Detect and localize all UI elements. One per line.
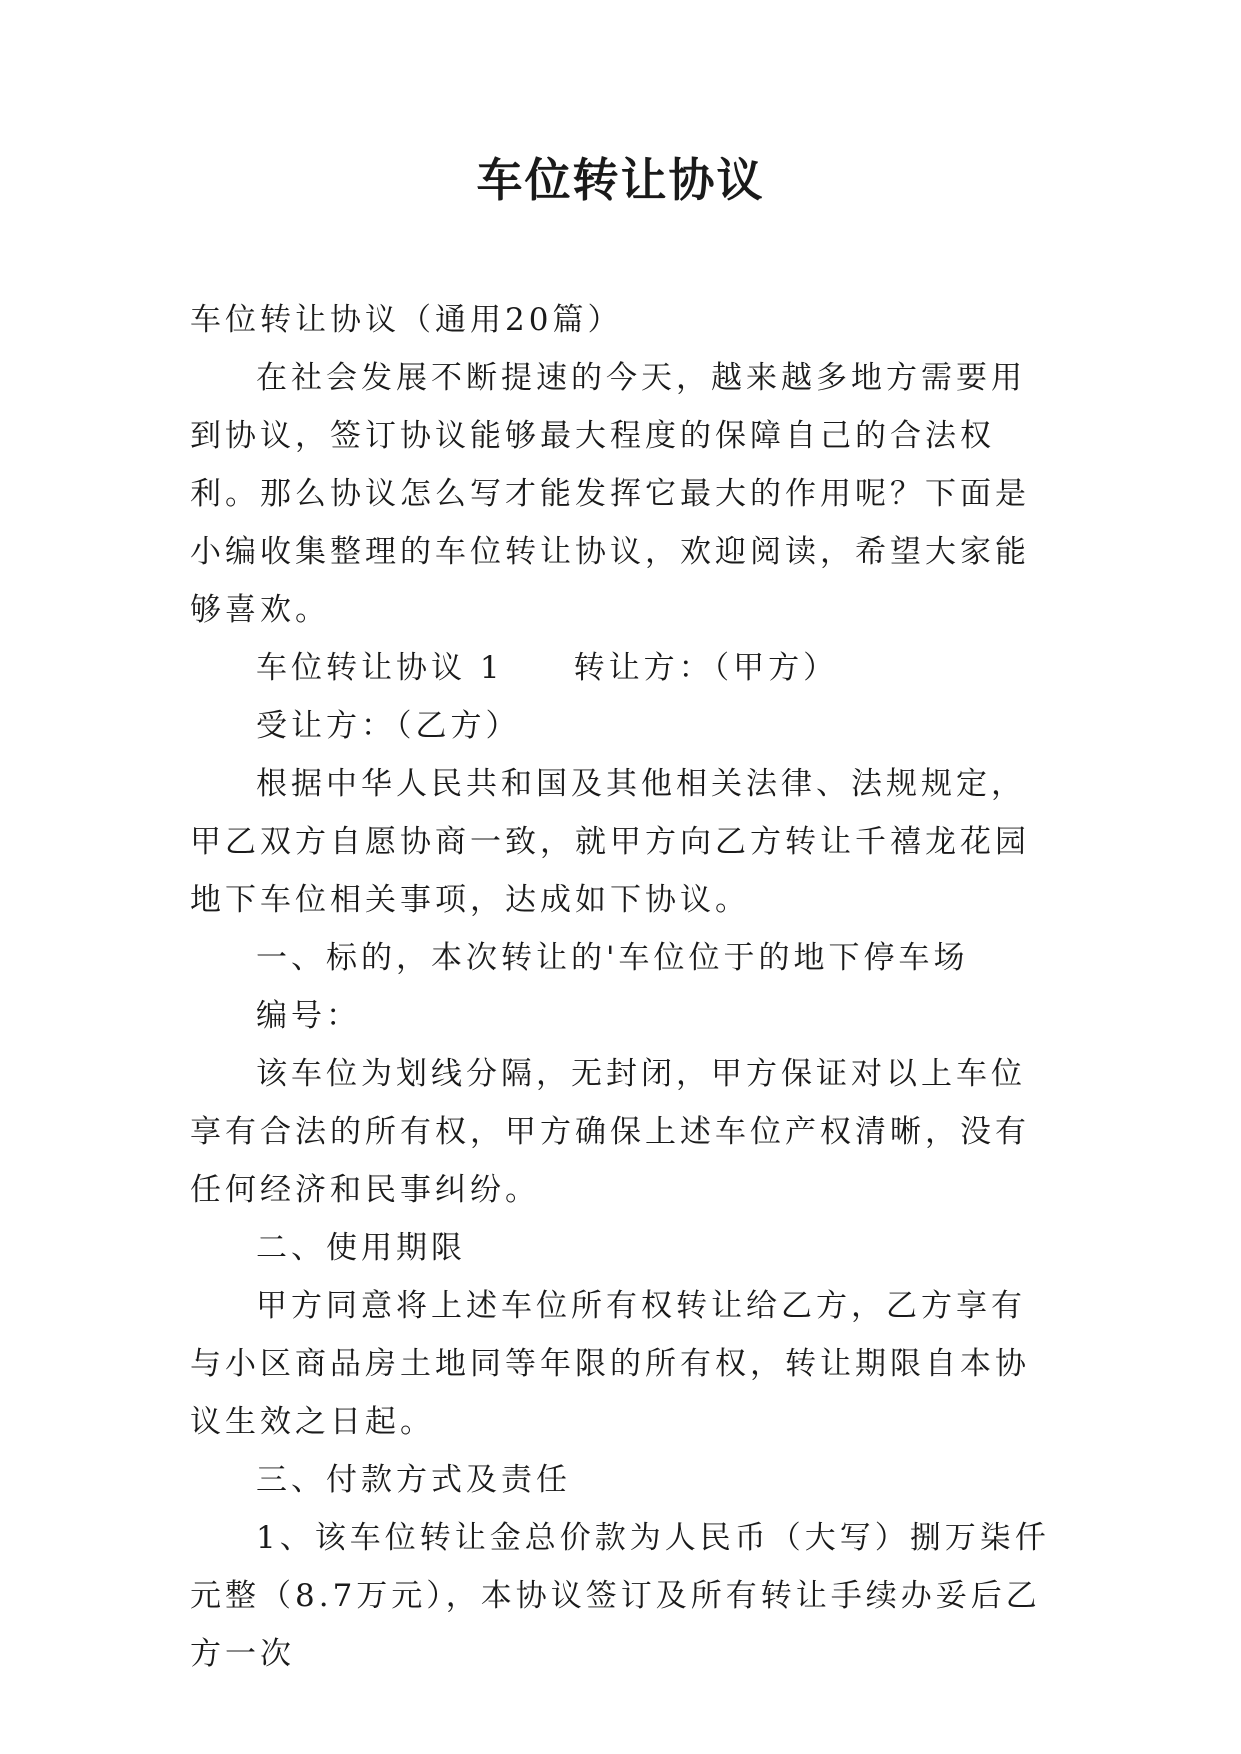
paragraph-term: 甲方同意将上述车位所有权转让给乙方，乙方享有与小区商品房土地同等年限的所有权，转让期限自本协议生效之日起。 bbox=[190, 1288, 1030, 1440]
section-payment: 三、付款方式及责任 bbox=[256, 1462, 571, 1498]
paragraph-intro: 在社会发展不断提速的今天，越来越多地方需要用到协议，签订协议能够最大程度的保障自己的合法权利。那么协议怎么写才能发挥它最大的作用呢？下面是小编收集整理的车位转让协议，欢迎阅读，希望大家能够喜欢。 bbox=[190, 360, 1030, 628]
section-term: 二、使用期限 bbox=[256, 1230, 466, 1266]
paragraph-agreement-heading bbox=[190, 639, 1052, 697]
paragraph-basis: 根据中华人民共和国及其他相关法律、法规规定，甲乙双方自愿协商一致，就甲方向乙方转让千禧龙花园地下车位相关事项，达成如下协议。 bbox=[190, 766, 1030, 918]
paragraph-number: 编号： bbox=[256, 998, 361, 1034]
paragraph-transferee: 受让方：（乙方） bbox=[256, 708, 521, 744]
paragraph-payment: 1、该车位转让金总价款为人民币（大写）捌万柒仟元整（8.7万元），本协议签订及所有转让手续办妥后乙方一次 bbox=[190, 1520, 1050, 1672]
document-title: 车位转让协议 bbox=[476, 153, 765, 207]
agreement-number: 车位转让协议 1 bbox=[256, 650, 504, 686]
transferor-label: 转让方：（甲方） bbox=[573, 650, 839, 686]
section-subject: 一、标的，本次转让的'车位位于的地下停车场 bbox=[256, 940, 969, 976]
document-body bbox=[190, 291, 1052, 1683]
document-subtitle: 车位转让协议（通用20篇） bbox=[190, 302, 623, 338]
paragraph-ownership: 该车位为划线分隔，无封闭，甲方保证对以上车位享有合法的所有权，甲方确保上述车位产权清晰，没有任何经济和民事纠纷。 bbox=[190, 1056, 1030, 1208]
